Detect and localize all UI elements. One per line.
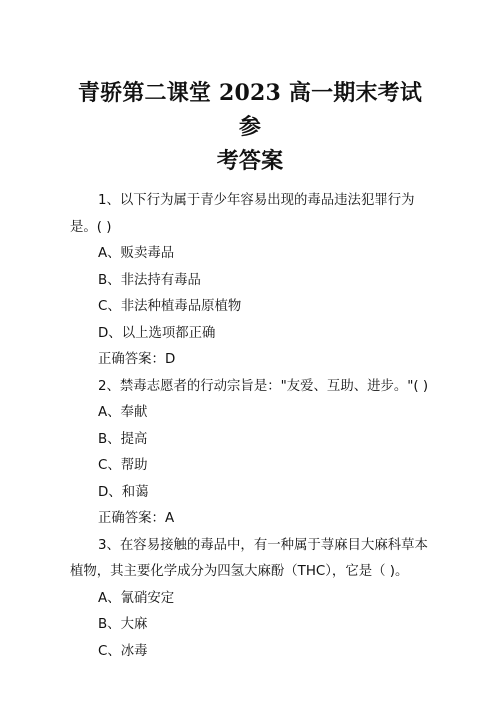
title-line-2: 考答案: [216, 148, 284, 174]
question-1-option-d: D、以上选项都正确: [98, 325, 216, 341]
question-3-option-a: A、氰硝安定: [98, 590, 175, 606]
question-1-option-b: B、非法持有毒品: [98, 272, 201, 288]
question-2-option-b: B、提高: [98, 431, 148, 447]
question-1-option-a: A、贩卖毒品: [98, 246, 175, 261]
question-3-text: 3、在容易接触的毒品中，有一种属于荨麻目大麻科草本植物，其主要化学成分为四氢大麻酚（THC），它是（ )。: [70, 537, 428, 579]
question-2-text: 2、禁毒志愿者的行动宗旨是："友爱、互助、进步。"( ): [98, 378, 429, 394]
title-line-1: 青骄第二课堂 2023 高一期末考试参: [77, 80, 423, 140]
question-2-option-a: A、奉献: [98, 405, 148, 420]
document-body: [70, 188, 430, 665]
question-2-answer: 正确答案：A: [98, 511, 175, 526]
question-1-option-c: C、非法种植毒品原植物: [98, 299, 242, 314]
document-title: [70, 76, 430, 178]
question-2-option-d: D、和蔼: [98, 484, 149, 500]
question-3-option-b: B、大麻: [98, 617, 148, 632]
question-3-option-c: C、冰毒: [98, 643, 148, 659]
question-1-answer: 正确答案：D: [98, 352, 176, 367]
question-1-text: 1、以下行为属于青少年容易出现的毒品违法犯罪行为是。( ): [70, 193, 415, 235]
question-2-option-c: C、帮助: [98, 458, 148, 473]
